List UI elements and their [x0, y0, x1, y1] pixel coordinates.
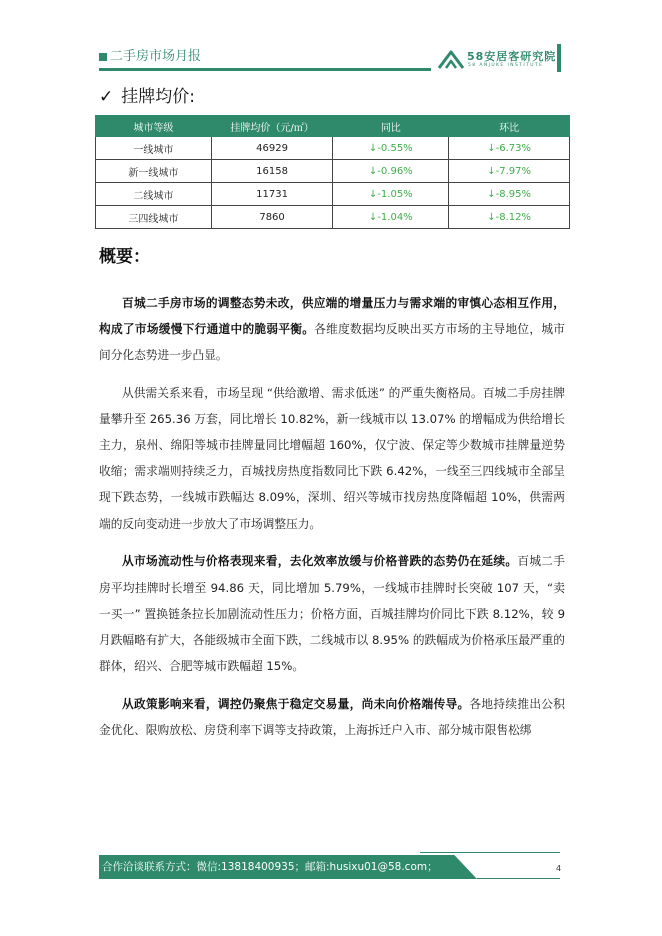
city-tier: 三四线城市: [96, 206, 212, 229]
table-row: [96, 183, 570, 206]
section-heading: [99, 86, 195, 108]
table-header-row: [96, 116, 570, 137]
paragraph-text: 各维度数据均反映出买方市场的主导地位，城市间分化态势进一步凸显。: [99, 322, 565, 363]
table-row: [96, 206, 570, 229]
paragraph: [99, 290, 565, 368]
paragraph: [99, 548, 565, 678]
page-number: 4: [556, 864, 562, 873]
city-tier: 一线城市: [96, 137, 212, 160]
paragraph-text: 各地持续推出公积金优化、限购放松、房贷利率下调等支持政策，上海拆迁户入市、部分城市限售松绑: [99, 696, 565, 737]
column-header-price: 挂牌均价（元/㎡）: [211, 116, 333, 137]
paragraph-text: 从供需关系来看，市场呈现 “供给激增、需求低迷” 的严重失衡格局。百城二手房挂牌量攀升至 265.36 万套，同比增长 10.82%，新一线城市以 13.07% 的增幅成为供给增长主力，泉州、绵阳等城市挂牌量同比增幅超 160%，仅宁波、保定等少数城市挂牌量逆势收缩；需求端则持续乏力，百城找房热度指数同比下跌 6.42%，一线至三四线城市全部呈现下跌态势，一线城市跌幅达 8.09%，深圳、绍兴等城市找房热度降幅超 10%，供需两端的反向变动进一步放大了市场调整压力。: [99, 386, 565, 531]
table-row: [96, 160, 570, 183]
avg-price: 16158: [211, 160, 333, 183]
footer-banner: [99, 855, 477, 879]
city-tier: 新一线城市: [96, 160, 212, 183]
mom-change: ↓-8.95%: [449, 183, 570, 206]
down-arrow-icon: ↓: [368, 211, 378, 223]
yoy-change: ↓-0.96%: [333, 160, 449, 183]
header-accent-bar: [557, 44, 561, 72]
column-header-tier: 城市等级: [96, 116, 212, 137]
checkmark-icon: ✓: [99, 87, 114, 107]
down-arrow-icon: ↓: [487, 188, 496, 200]
mom-change: ↓-8.12%: [449, 206, 570, 229]
paragraph-lead: 百城二手房市场的调整态势未改，供应端的增量压力与需求端的审慎心态相互作用，构成了市场缓慢下行通道中的脆弱平衡。: [99, 296, 565, 337]
down-arrow-icon: ↓: [368, 188, 378, 200]
paragraph: [99, 691, 565, 743]
house-roof-icon: [437, 48, 465, 70]
section-title: 挂牌均价:: [121, 87, 195, 107]
report-title: 二手房市场月报: [110, 49, 202, 64]
down-arrow-icon: ↓: [487, 165, 496, 177]
down-arrow-icon: ↓: [368, 165, 378, 177]
listing-price-table: [95, 115, 570, 229]
logo-english-name: 58 ANJUKE INSTITUTE: [468, 63, 544, 68]
avg-price: 46929: [211, 137, 333, 160]
paragraph: [99, 380, 565, 537]
overview-body: [99, 290, 565, 755]
yoy-change: ↓-0.55%: [333, 137, 449, 160]
avg-price: 11731: [211, 183, 333, 206]
column-header-mom: 环比: [449, 116, 570, 137]
yoy-change: ↓-1.05%: [333, 183, 449, 206]
down-arrow-icon: ↓: [487, 211, 496, 223]
header-rule: [99, 68, 431, 71]
paragraph-lead: 从市场流动性与价格表现来看，去化效率放缓与价格普跌的态势仍在延续。: [122, 554, 518, 569]
mom-change: ↓-6.73%: [449, 137, 570, 160]
column-header-yoy: 同比: [333, 116, 449, 137]
overview-title: 概要：: [99, 247, 150, 267]
header-marker: [99, 53, 107, 61]
down-arrow-icon: ↓: [487, 142, 496, 154]
down-arrow-icon: ↓: [368, 142, 378, 154]
paragraph-lead: 从政策影响来看，调控仍聚焦于稳定交易量，尚未向价格端传导。: [122, 696, 470, 711]
footer-rule-top: [420, 852, 560, 853]
institute-logo: [437, 44, 557, 74]
contact-info: 合作洽谈联系方式：微信:13818400935；邮箱:husixu01@58.com；: [102, 861, 438, 873]
footer-rule-bottom: [477, 878, 560, 879]
city-tier: 二线城市: [96, 183, 212, 206]
avg-price: 7860: [211, 206, 333, 229]
mom-change: ↓-7.97%: [449, 160, 570, 183]
table-row: [96, 137, 570, 160]
yoy-change: ↓-1.04%: [333, 206, 449, 229]
logo-chinese-name: 58安居客研究院: [467, 50, 557, 63]
paragraph-text: 百城二手房平均挂牌时长增至 94.86 天，同比增加 5.79%，一线城市挂牌时长突破 107 天，“卖一买一” 置换链条拉长加剧流动性压力；价格方面，百城挂牌均价同比下跌 8.12%，较 9 月跌幅略有扩大，各能级城市全面下跌，二线城市以 8.95% 的跌幅成为价格承压最严重的群体，绍兴、合肥等城市跌幅超 15%。: [99, 554, 565, 673]
